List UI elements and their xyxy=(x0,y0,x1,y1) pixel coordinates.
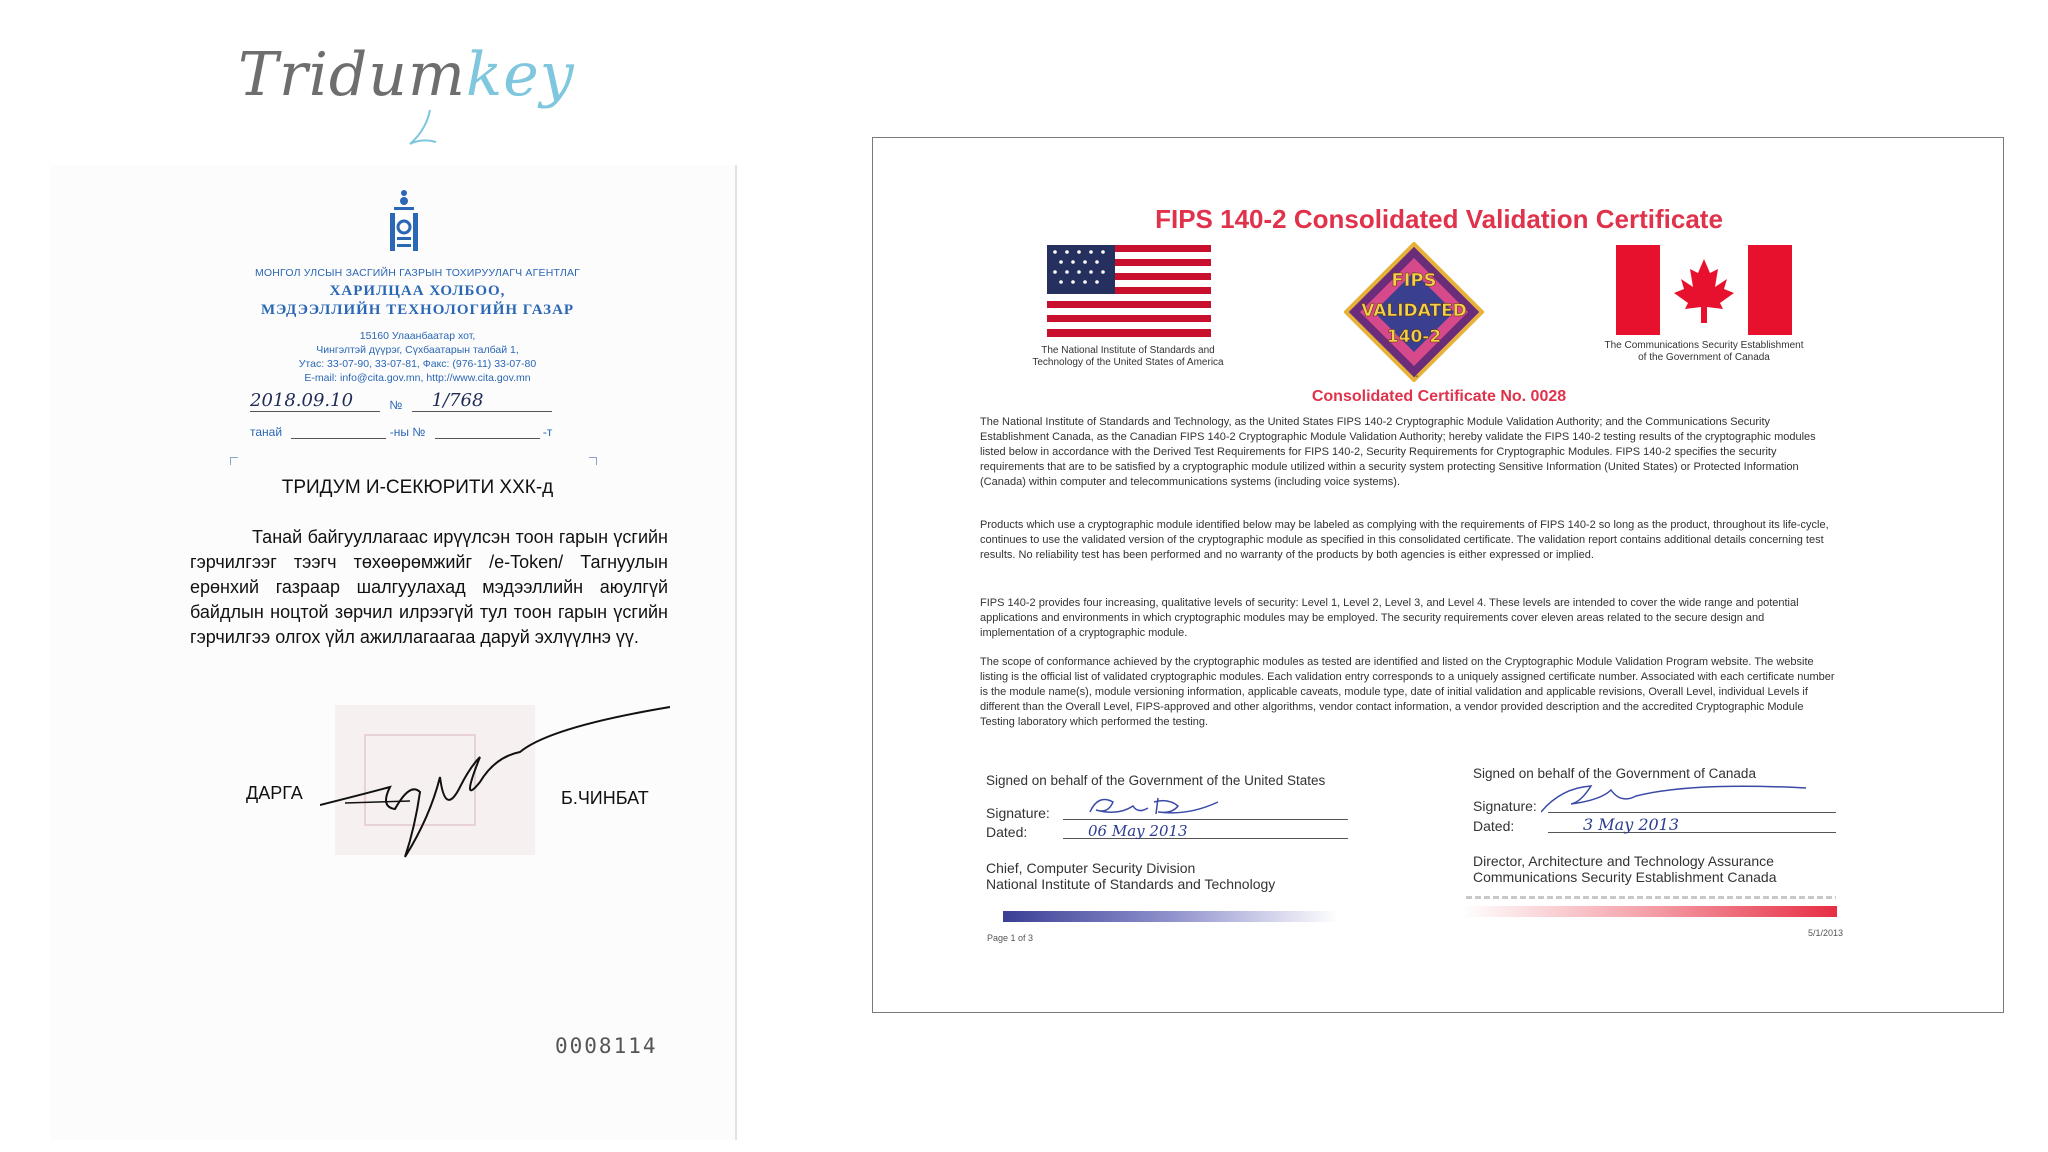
canada-signature-label: Signature: xyxy=(1473,798,1537,814)
fine-print-line xyxy=(1466,896,1836,899)
address-line: 15160 Улаанбаатар хот, xyxy=(359,330,476,342)
letter-body: Танай байгууллагаас ирүүлсэн тоон гарын үсгийн гэрчилгээг тээгч төхөөрөмжийг /e-Token/ Тагнуулын ерөнхий газраар шалгуулахад мэдээллийн аюулгүй байдлын ноцтой зөрчил илрээгүй тул тоон гарын үсгийн гэрчилгээ олгох үйл ажиллагаагаа даруй эхлүүлнэ үү. xyxy=(190,527,668,647)
canada-role-line2: Communications Security Establishment Canada xyxy=(1473,869,1777,885)
letter-date: 2018.09.10 xyxy=(250,390,354,411)
address-line: Чингэлтэй дүүрэг, Сүхбаатарын талбай 1, xyxy=(316,344,519,356)
corner-mark xyxy=(589,457,597,465)
soyombo-emblem-icon xyxy=(387,187,421,255)
fips-validated-logo-icon xyxy=(1344,242,1484,382)
us-dated-label: Dated: xyxy=(986,824,1028,840)
logo-text-part1: Tridum xyxy=(238,40,466,110)
fips-certificate xyxy=(872,137,2004,1013)
certificate-number: Consolidated Certificate No. 0028 xyxy=(1311,388,1567,405)
ministry-agency-line: МОНГОЛ УЛСЫН ЗАСГИЙН ГАЗРЫН ТОХИРУУЛАГЧ АГЕНТЛАГ xyxy=(254,267,581,279)
ref-label: -ны № xyxy=(389,425,426,439)
page-number: Page 1 of 3 xyxy=(987,933,1034,943)
us-flag-icon xyxy=(1047,245,1211,337)
canada-flag-icon xyxy=(1616,245,1792,335)
canada-signature-date: 3 May 2013 xyxy=(1583,815,1680,834)
fips-logo-tm: ™ xyxy=(1413,375,1419,382)
phone-line: Утас: 33-07-90, 33-07-81, Факс: (976-11) 33-07-80 xyxy=(298,358,537,370)
us-signature-heading: Signed on behalf of the Government of the United States xyxy=(986,773,1326,788)
canada-color-bar xyxy=(1461,906,1837,917)
certificate-paragraph: The scope of conformance achieved by the cryptographic modules as tested are identified and listed on the Cryptographic Module Validation Program website. The website listing is the official list of validated cryptographic modules. Each validation entry corresponds to a uniquely assigned certificate number. Associated with each certificate number is the module name(s), module versioning information, applicable caveats, module type, date of initial validation and applicable revisions, Overall Level, individual Levels if different than the Overall Level, FIPS-approved and other algorithms, vendor contact information, a vendor provided description and the accredited Cryptographic Module Testing laboratory which performed the testing. xyxy=(980,656,1835,728)
ministry-name-line1: ХАРИЛЦАА ХОЛБОО, xyxy=(329,283,506,299)
canada-role-line1: Director, Architecture and Technology Assurance xyxy=(1473,853,1774,869)
certificate-title: FIPS 140-2 Consolidated Validation Certificate xyxy=(1155,204,1723,234)
us-signer-role xyxy=(986,860,1275,892)
signer-name: Б.ЧИНБАТ xyxy=(561,788,649,808)
canada-signature-heading: Signed on behalf of the Government of Canada xyxy=(1473,766,1756,781)
tridumkey-logo xyxy=(238,40,575,110)
fips-logo-line1: FIPS xyxy=(1391,270,1437,291)
us-role-line1: Chief, Computer Security Division xyxy=(986,860,1196,876)
canada-signature xyxy=(1541,778,1811,816)
ref-label: танай xyxy=(250,425,283,439)
director-signature xyxy=(320,697,680,877)
reference-row xyxy=(250,425,552,439)
letter-date-number-row xyxy=(250,390,552,412)
us-role-line2: National Institute of Standards and Technology xyxy=(986,876,1276,892)
canada-dated-label: Dated: xyxy=(1473,818,1515,834)
fips-logo-line2: VALIDATED xyxy=(1361,301,1467,321)
logo-text-part2: key xyxy=(465,40,575,110)
ref-label: -т xyxy=(542,425,553,439)
email-line: E-mail: info@cita.gov.mn, http://www.cita.gov.mn xyxy=(304,372,531,384)
certificate-paragraph: FIPS 140-2 provides four increasing, qualitative levels of security: Level 1, Level 2, Level 3, and Level 4. These levels are intended to cover the wide range and potential applications and environments in which cryptographic modules may be employed. The security requirements cover eleven areas related to the secure design and implementation of a cryptographic module. xyxy=(980,597,1799,639)
number-label: № xyxy=(389,398,403,412)
letter-number: 1/768 xyxy=(431,390,484,411)
us-signature-label: Signature: xyxy=(986,805,1050,821)
letter-recipient: ТРИДУМ И-СЕКЮРИТИ ХХК-д xyxy=(281,477,554,498)
footer-date: 5/1/2013 xyxy=(1808,928,1844,938)
certificate-paragraph: The National Institute of Standards and Technology, as the United States FIPS 140-2 Cryptographic Module Validation Authority; and the Communications Security Establishment Canada, as the Canadian FIPS 140-2 Cryptographic Module Validation Authority; hereby validate the FIPS 140-2 testing results of the cryptographic modules listed below in accordance with the Derived Test Requirements for FIPS 140-2, Security Requirements for Cryptographic Modules. FIPS 140-2 specifies the security requirements that are to be satisfied by a cryptographic module utilized within a security system protecting Sensitive Information (United States) or Protected Information (Canada) within computer and telecommunications systems (including voice systems). xyxy=(980,416,1816,488)
serial-number: 0008114 xyxy=(555,1034,658,1058)
logo-swoosh-icon xyxy=(400,108,440,148)
certificate-paragraph: Products which use a cryptographic module identified below may be labeled as complying with the requirements of FIPS 140-2 so long as the product, throughout its life-cycle, continues to use the validated version of the cryptographic module as specified in this consolidated certificate. The validation report contains additional details concerning test results. No reliability test has been performed and no warranty of the products by both agencies is either expressed or implied. xyxy=(980,519,1829,561)
corner-mark xyxy=(230,457,238,465)
fips-logo-line3: 140-2 xyxy=(1386,327,1442,347)
canada-signer-role xyxy=(1473,853,1776,885)
ministry-name-line2: МЭДЭЭЛЛИЙН ТЕХНОЛОГИЙН ГАЗАР xyxy=(260,302,575,318)
us-signature xyxy=(1088,792,1228,822)
official-letter xyxy=(50,165,737,1140)
us-signature-date: 06 May 2013 xyxy=(1088,822,1188,840)
us-caption: The National Institute of Standards and Technology of the United States of America xyxy=(1032,345,1224,368)
signer-title: ДАРГА xyxy=(246,783,303,803)
us-color-bar xyxy=(1003,911,1338,922)
canada-caption: The Communications Security Establishment of the Government of Canada xyxy=(1604,340,1804,363)
